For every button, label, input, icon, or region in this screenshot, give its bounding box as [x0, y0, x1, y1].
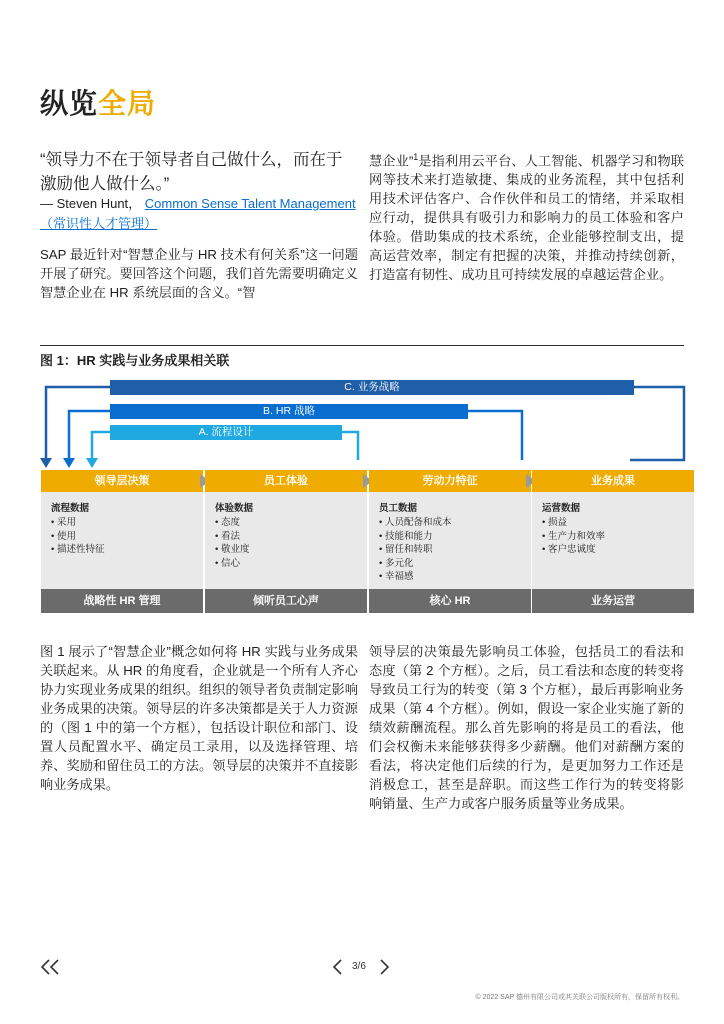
list-item: • 留任和转职	[379, 543, 531, 557]
col1-head: 领导层决策	[41, 470, 203, 492]
list-item: • 客户忠诚度	[542, 543, 694, 557]
prev-page-icon[interactable]	[332, 958, 344, 976]
intro-right	[369, 148, 684, 284]
bar-hr-strategy: B. HR 战略	[110, 404, 468, 419]
b-line-left	[69, 411, 110, 460]
col2-foot: 倾听员工心声	[205, 589, 367, 613]
title-part1: 纵览	[40, 88, 99, 119]
col3-list	[369, 516, 531, 584]
list-item: • 看法	[215, 530, 367, 544]
list-item: • 信心	[215, 557, 367, 571]
copyright: © 2022 SAP 德州有限公司或其关联公司版权所有，保留所有权利。	[475, 994, 684, 1001]
col2-list	[205, 516, 367, 570]
a-line-left	[92, 432, 110, 460]
col2-body-title: 体验数据	[215, 503, 254, 514]
list-item: • 技能和能力	[379, 530, 531, 544]
bar-process-design: A. 流程设计	[110, 425, 342, 440]
col3-body-title: 员工数据	[379, 503, 418, 514]
quote-text: “领导力不在于领导者自己做什么，而在于激励他人做什么。”	[40, 151, 343, 193]
list-item: • 生产力和效率	[542, 530, 694, 544]
footnote-ref: 1	[413, 152, 419, 162]
body-right: 领导层的决策最先影响员工体验，包括员工的看法和态度（第 2 个方框）。之后，员工看法和态度的转变将导致员工行为的转变（第 3 个方框），最后再影响业务成果（第 4 个方框）。例如，假设一家企业实施了新的绩效薪酬流程。那么首先影响的将是员工的看法，他们会权衡未来能够获得多少薪酬。他们对薪酬方案的看法，将决定他们后续的行为，是更加努力工作还是消极怠工，甚至是辞职。而这些工作行为的转变将影响销量、生产力或客户服务质量等业务成果。	[369, 644, 684, 811]
col2-head: 员工体验	[205, 470, 367, 492]
col4-foot: 业务运营	[532, 589, 694, 613]
col4-list	[532, 516, 694, 557]
col1-body-title: 流程数据	[51, 503, 90, 514]
figure-title: 图 1：HR 实践与业务成果相关联	[40, 353, 230, 368]
b-arrow-icon	[63, 458, 75, 468]
c-arrow-icon	[40, 458, 52, 468]
quote-book-link[interactable]: Common Sense Talent Management（常识性人才管理）	[40, 196, 356, 231]
next-page-icon[interactable]	[378, 958, 390, 976]
list-item: • 人员配备和成本	[379, 516, 531, 530]
list-item: • 描述性特征	[51, 543, 203, 557]
intro-left: SAP 最近针对“智慧企业与 HR 技术有何关系”这一问题开展了研究。要回答这个问题，我们首先需要明确定义智慧企业在 HR 系统层面的含义。“智	[40, 247, 358, 300]
a-arrow-icon	[86, 458, 98, 468]
body-left: 图 1 展示了“智慧企业”概念如何将 HR 实践与业务成果关联起来。从 HR 的角度看，企业就是一个所有人齐心协力实现业务成果的组织。组织的领导者负责制定影响业务成果的决策。领导层的许多决策都是关于人力资源的（图 1 中的第一个方框），包括设计职位和部门、设置人员配置水平、确定员工录用，以及选择管理、培养、奖励和留住员工的方法。领导层的决策并不直接影响业务成果。	[40, 644, 358, 792]
list-item: • 态度	[215, 516, 367, 530]
title-part2: 全局	[98, 88, 157, 119]
col1-body	[41, 492, 203, 589]
a-line-right	[342, 432, 358, 460]
quote-author: — Steven Hunt，	[40, 196, 142, 211]
col3-foot: 核心 HR	[369, 589, 531, 613]
page-number: 3/6	[352, 961, 366, 972]
quote-attribution	[40, 194, 360, 234]
first-page-icon[interactable]	[40, 958, 62, 976]
intro-right-post: 是指利用云平台、人工智能、机器学习和物联网等技术来打造敏捷、集成的业务流程，其中包括利用技术评估客户、合作伙伴和员工的情绪，并采取相应行动，提供具有吸引力和影响力的员工体验和客户体验。借助集成的技术系统，企业能够控制支出，提高运营效率，制定有把握的决策，并推动持续创新，打造富有韧性、成功且可持续发展的卓越运营企业。	[369, 153, 684, 283]
intro-right-pre: 慧企业”	[369, 153, 414, 169]
list-item: • 敬业度	[215, 543, 367, 557]
list-item: • 多元化	[379, 557, 531, 571]
list-item: • 采用	[51, 516, 203, 530]
b-line-right	[468, 411, 522, 460]
page-title	[40, 82, 156, 122]
col4-body-title: 运营数据	[542, 503, 581, 514]
col4-head: 业务成果	[532, 470, 694, 492]
figure-divider	[40, 345, 684, 346]
list-item: • 损益	[542, 516, 694, 530]
col3-head: 劳动力特征	[369, 470, 531, 492]
col1-foot: 战略性 HR 管理	[41, 589, 203, 613]
col4-body	[532, 492, 694, 589]
col1-list	[41, 516, 203, 557]
bar-business-strategy: C. 业务战略	[110, 380, 634, 395]
col3-body	[369, 492, 531, 589]
list-item: • 使用	[51, 530, 203, 544]
col2-body	[205, 492, 367, 589]
list-item: • 幸福感	[379, 570, 531, 584]
